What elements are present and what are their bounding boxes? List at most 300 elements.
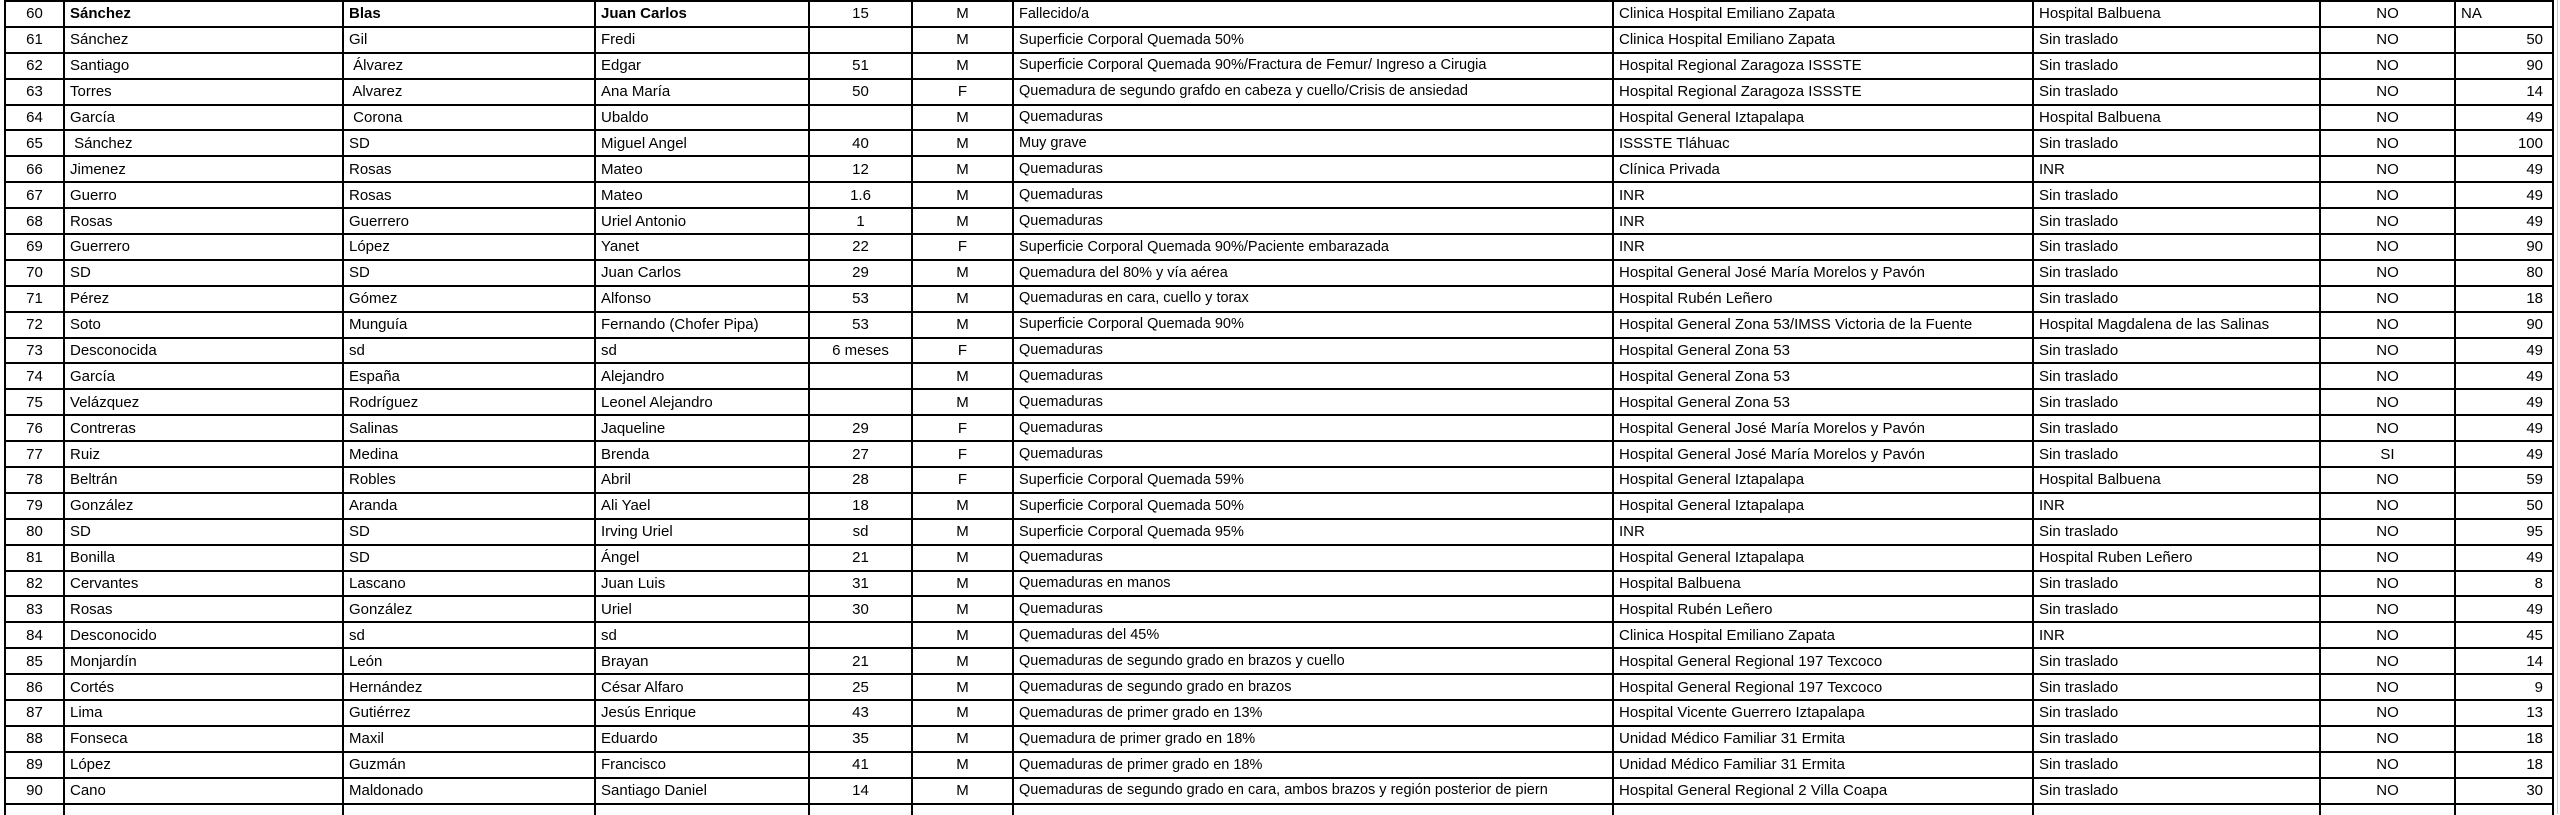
cell-apellido-materno[interactable]: Gutiérrez [344,701,596,725]
cell-apellido-materno[interactable]: Guerrero [344,209,596,233]
cell-edad[interactable]: 29 [810,261,913,285]
cell-numero[interactable]: 76 [6,416,65,440]
cell-numero[interactable]: 60 [6,2,65,26]
cell-indicador-si-no[interactable]: NO [2321,520,2456,544]
cell-porcentaje[interactable]: 49 [2456,546,2554,570]
cell-diagnostico[interactable]: Quemaduras [1014,597,1614,621]
cell-apellido-paterno[interactable]: Torres [65,80,344,104]
cell-unidad-medica[interactable]: Clinica Hospital Emiliano Zapata [1614,28,2034,52]
cell-indicador-si-no[interactable]: NO [2321,597,2456,621]
cell-nombre[interactable]: Miguel Angel [596,131,810,155]
cell-sexo[interactable]: M [913,753,1014,777]
cell-traslado[interactable]: Sin traslado [2034,701,2321,725]
cell-numero[interactable]: 86 [6,675,65,699]
cell-nombre[interactable]: sd [596,623,810,647]
cell-diagnostico[interactable]: Superficie Corporal Quemada 95% [1014,520,1614,544]
cell-diagnostico[interactable]: Fallecido/a [1014,2,1614,26]
cell-indicador-si-no[interactable]: NO [2321,2,2456,26]
cell-edad[interactable]: 53 [810,287,913,311]
cell-empty[interactable] [2321,805,2456,815]
cell-diagnostico[interactable]: Superficie Corporal Quemada 90%/Paciente embarazada [1014,235,1614,259]
cell-traslado[interactable]: Sin traslado [2034,287,2321,311]
cell-apellido-paterno[interactable]: Soto [65,313,344,337]
cell-traslado[interactable]: Sin traslado [2034,572,2321,596]
cell-porcentaje[interactable]: 45 [2456,623,2554,647]
cell-nombre[interactable]: Abril [596,468,810,492]
cell-sexo[interactable]: M [913,727,1014,751]
cell-porcentaje[interactable]: 80 [2456,261,2554,285]
cell-empty[interactable] [6,805,65,815]
cell-traslado[interactable]: Sin traslado [2034,183,2321,207]
cell-apellido-materno[interactable]: López [344,235,596,259]
cell-sexo[interactable]: F [913,416,1014,440]
cell-diagnostico[interactable]: Quemaduras [1014,364,1614,388]
cell-unidad-medica[interactable]: ISSSTE Tláhuac [1614,131,2034,155]
cell-porcentaje[interactable]: 14 [2456,649,2554,673]
cell-numero[interactable]: 89 [6,753,65,777]
cell-empty[interactable] [65,805,344,815]
cell-apellido-paterno[interactable]: Sánchez [65,131,344,155]
cell-porcentaje[interactable]: 95 [2456,520,2554,544]
cell-sexo[interactable]: F [913,339,1014,363]
cell-edad[interactable]: 25 [810,675,913,699]
cell-nombre[interactable]: Irving Uriel [596,520,810,544]
cell-edad[interactable]: sd [810,520,913,544]
cell-edad[interactable]: 30 [810,597,913,621]
cell-indicador-si-no[interactable]: NO [2321,675,2456,699]
cell-apellido-materno[interactable]: España [344,364,596,388]
cell-porcentaje[interactable]: 49 [2456,339,2554,363]
cell-sexo[interactable]: M [913,313,1014,337]
cell-nombre[interactable]: Juan Carlos [596,261,810,285]
cell-diagnostico[interactable]: Quemaduras de primer grado en 13% [1014,701,1614,725]
cell-apellido-materno[interactable]: Maxil [344,727,596,751]
cell-numero[interactable]: 87 [6,701,65,725]
cell-sexo[interactable]: F [913,235,1014,259]
cell-diagnostico[interactable]: Quemadura de segundo grafdo en cabeza y cuello/Crisis de ansiedad [1014,80,1614,104]
cell-diagnostico[interactable]: Quemadura del 80% y vía aérea [1014,261,1614,285]
cell-porcentaje[interactable]: 100 [2456,131,2554,155]
cell-edad[interactable]: 31 [810,572,913,596]
cell-nombre[interactable]: Eduardo [596,727,810,751]
cell-apellido-paterno[interactable]: López [65,753,344,777]
cell-unidad-medica[interactable]: Hospital General José María Morelos y Pavón [1614,416,2034,440]
cell-indicador-si-no[interactable]: NO [2321,235,2456,259]
cell-apellido-materno[interactable]: Maldonado [344,779,596,803]
cell-diagnostico[interactable]: Superficie Corporal Quemada 50% [1014,28,1614,52]
cell-numero[interactable]: 74 [6,364,65,388]
cell-unidad-medica[interactable]: Clinica Hospital Emiliano Zapata [1614,623,2034,647]
cell-apellido-materno[interactable]: Medina [344,442,596,466]
cell-sexo[interactable]: M [913,390,1014,414]
cell-numero[interactable]: 79 [6,494,65,518]
cell-traslado[interactable]: Hospital Magdalena de las Salinas [2034,313,2321,337]
cell-porcentaje[interactable]: 49 [2456,390,2554,414]
cell-edad[interactable]: 40 [810,131,913,155]
cell-sexo[interactable]: M [913,546,1014,570]
cell-porcentaje[interactable]: 90 [2456,54,2554,78]
cell-indicador-si-no[interactable]: NO [2321,649,2456,673]
cell-edad[interactable] [810,28,913,52]
cell-porcentaje[interactable]: 49 [2456,364,2554,388]
cell-indicador-si-no[interactable]: NO [2321,390,2456,414]
cell-apellido-paterno[interactable]: Santiago [65,54,344,78]
cell-edad[interactable]: 27 [810,442,913,466]
cell-sexo[interactable]: M [913,28,1014,52]
cell-sexo[interactable]: M [913,364,1014,388]
cell-indicador-si-no[interactable]: NO [2321,313,2456,337]
cell-sexo[interactable]: M [913,649,1014,673]
cell-unidad-medica[interactable]: INR [1614,209,2034,233]
cell-indicador-si-no[interactable]: NO [2321,494,2456,518]
cell-apellido-paterno[interactable]: Fonseca [65,727,344,751]
cell-porcentaje[interactable]: 13 [2456,701,2554,725]
cell-numero[interactable]: 85 [6,649,65,673]
cell-apellido-materno[interactable]: Rosas [344,183,596,207]
cell-apellido-materno[interactable]: Corona [344,106,596,130]
cell-unidad-medica[interactable]: Hospital Regional Zaragoza ISSSTE [1614,80,2034,104]
cell-traslado[interactable]: Hospital Balbuena [2034,2,2321,26]
cell-apellido-materno[interactable]: SD [344,261,596,285]
cell-unidad-medica[interactable]: INR [1614,235,2034,259]
cell-nombre[interactable]: Juan Luis [596,572,810,596]
cell-unidad-medica[interactable]: Hospital Balbuena [1614,572,2034,596]
cell-porcentaje[interactable]: 8 [2456,572,2554,596]
cell-numero[interactable]: 63 [6,80,65,104]
cell-sexo[interactable]: M [913,261,1014,285]
cell-indicador-si-no[interactable]: NO [2321,339,2456,363]
cell-sexo[interactable]: F [913,468,1014,492]
cell-apellido-materno[interactable]: Rodríguez [344,390,596,414]
cell-unidad-medica[interactable]: Clínica Privada [1614,157,2034,181]
cell-diagnostico[interactable]: Quemaduras de segundo grado en brazos [1014,675,1614,699]
cell-traslado[interactable]: Sin traslado [2034,131,2321,155]
cell-indicador-si-no[interactable]: NO [2321,157,2456,181]
cell-nombre[interactable]: Alejandro [596,364,810,388]
cell-indicador-si-no[interactable]: NO [2321,546,2456,570]
cell-apellido-paterno[interactable]: Contreras [65,416,344,440]
cell-edad[interactable]: 35 [810,727,913,751]
cell-nombre[interactable]: Mateo [596,157,810,181]
cell-apellido-paterno[interactable]: Guerro [65,183,344,207]
cell-edad[interactable]: 18 [810,494,913,518]
cell-traslado[interactable]: Sin traslado [2034,261,2321,285]
cell-indicador-si-no[interactable]: NO [2321,701,2456,725]
cell-diagnostico[interactable]: Quemaduras [1014,106,1614,130]
cell-edad[interactable]: 1.6 [810,183,913,207]
cell-numero[interactable]: 61 [6,28,65,52]
cell-traslado[interactable]: Sin traslado [2034,80,2321,104]
cell-nombre[interactable]: Ángel [596,546,810,570]
cell-apellido-paterno[interactable]: Desconocida [65,339,344,363]
cell-indicador-si-no[interactable]: NO [2321,131,2456,155]
cell-nombre[interactable]: sd [596,339,810,363]
cell-apellido-materno[interactable]: Álvarez [344,54,596,78]
cell-porcentaje[interactable]: 50 [2456,494,2554,518]
cell-nombre[interactable]: Jesús Enrique [596,701,810,725]
cell-sexo[interactable]: M [913,157,1014,181]
cell-nombre[interactable]: Jaqueline [596,416,810,440]
cell-indicador-si-no[interactable]: NO [2321,727,2456,751]
cell-porcentaje[interactable]: 49 [2456,157,2554,181]
cell-sexo[interactable]: F [913,80,1014,104]
cell-empty[interactable] [2456,805,2554,815]
cell-diagnostico[interactable]: Quemaduras [1014,339,1614,363]
cell-diagnostico[interactable]: Superficie Corporal Quemada 90%/Fractura de Femur/ Ingreso a Cirugia [1014,54,1614,78]
cell-edad[interactable]: 50 [810,80,913,104]
cell-nombre[interactable]: Alfonso [596,287,810,311]
cell-numero[interactable]: 77 [6,442,65,466]
cell-unidad-medica[interactable]: Clinica Hospital Emiliano Zapata [1614,2,2034,26]
cell-numero[interactable]: 72 [6,313,65,337]
cell-indicador-si-no[interactable]: NO [2321,106,2456,130]
cell-traslado[interactable]: Sin traslado [2034,28,2321,52]
cell-sexo[interactable]: M [913,106,1014,130]
cell-indicador-si-no[interactable]: NO [2321,28,2456,52]
cell-apellido-paterno[interactable]: Velázquez [65,390,344,414]
cell-traslado[interactable]: Sin traslado [2034,209,2321,233]
cell-apellido-materno[interactable]: Salinas [344,416,596,440]
cell-numero[interactable]: 67 [6,183,65,207]
cell-unidad-medica[interactable]: Hospital General Zona 53/IMSS Victoria de la Fuente [1614,313,2034,337]
cell-porcentaje[interactable]: 9 [2456,675,2554,699]
cell-nombre[interactable]: Fredi [596,28,810,52]
cell-nombre[interactable]: Juan Carlos [596,2,810,26]
cell-sexo[interactable]: M [913,131,1014,155]
cell-diagnostico[interactable]: Quemaduras [1014,209,1614,233]
cell-unidad-medica[interactable]: Hospital General Zona 53 [1614,390,2034,414]
cell-numero[interactable]: 70 [6,261,65,285]
cell-indicador-si-no[interactable]: NO [2321,183,2456,207]
cell-edad[interactable]: 28 [810,468,913,492]
cell-traslado[interactable]: Sin traslado [2034,727,2321,751]
cell-numero[interactable]: 78 [6,468,65,492]
cell-edad[interactable]: 12 [810,157,913,181]
cell-nombre[interactable]: Brenda [596,442,810,466]
cell-apellido-paterno[interactable]: Rosas [65,209,344,233]
cell-apellido-paterno[interactable]: Beltrán [65,468,344,492]
cell-edad[interactable]: 53 [810,313,913,337]
cell-apellido-paterno[interactable]: Rosas [65,597,344,621]
cell-numero[interactable]: 82 [6,572,65,596]
cell-unidad-medica[interactable]: Hospital Rubén Leñero [1614,597,2034,621]
cell-apellido-materno[interactable]: sd [344,339,596,363]
cell-edad[interactable] [810,106,913,130]
cell-sexo[interactable]: M [913,287,1014,311]
cell-numero[interactable]: 83 [6,597,65,621]
cell-apellido-materno[interactable]: sd [344,623,596,647]
cell-nombre[interactable]: Ana María [596,80,810,104]
cell-edad[interactable]: 14 [810,779,913,803]
cell-apellido-materno[interactable]: Gil [344,28,596,52]
cell-numero[interactable]: 68 [6,209,65,233]
cell-apellido-paterno[interactable]: Sánchez [65,28,344,52]
cell-unidad-medica[interactable]: INR [1614,183,2034,207]
cell-unidad-medica[interactable]: Hospital General Zona 53 [1614,339,2034,363]
cell-traslado[interactable]: Sin traslado [2034,753,2321,777]
cell-traslado[interactable]: INR [2034,157,2321,181]
cell-empty[interactable] [596,805,810,815]
cell-traslado[interactable]: Sin traslado [2034,416,2321,440]
cell-unidad-medica[interactable]: Hospital General Iztapalapa [1614,468,2034,492]
cell-diagnostico[interactable]: Quemaduras de primer grado en 18% [1014,753,1614,777]
cell-apellido-paterno[interactable]: SD [65,520,344,544]
cell-traslado[interactable]: Sin traslado [2034,235,2321,259]
cell-apellido-materno[interactable]: SD [344,131,596,155]
cell-indicador-si-no[interactable]: NO [2321,753,2456,777]
cell-empty[interactable] [1014,805,1614,815]
cell-apellido-paterno[interactable]: Cervantes [65,572,344,596]
cell-empty[interactable] [2034,805,2321,815]
cell-numero[interactable]: 90 [6,779,65,803]
cell-diagnostico[interactable]: Quemaduras de segundo grado en brazos y cuello [1014,649,1614,673]
cell-diagnostico[interactable]: Muy grave [1014,131,1614,155]
cell-numero[interactable]: 64 [6,106,65,130]
cell-edad[interactable]: 43 [810,701,913,725]
cell-nombre[interactable]: Francisco [596,753,810,777]
cell-edad[interactable]: 51 [810,54,913,78]
cell-porcentaje[interactable]: 90 [2456,313,2554,337]
cell-traslado[interactable]: Sin traslado [2034,649,2321,673]
cell-nombre[interactable]: Ali Yael [596,494,810,518]
cell-numero[interactable]: 75 [6,390,65,414]
cell-indicador-si-no[interactable]: NO [2321,468,2456,492]
cell-empty[interactable] [1614,805,2034,815]
cell-porcentaje[interactable]: 59 [2456,468,2554,492]
cell-apellido-paterno[interactable]: Cano [65,779,344,803]
cell-porcentaje[interactable]: 49 [2456,209,2554,233]
cell-indicador-si-no[interactable]: NO [2321,80,2456,104]
cell-numero[interactable]: 84 [6,623,65,647]
cell-sexo[interactable]: M [913,183,1014,207]
cell-apellido-paterno[interactable]: Lima [65,701,344,725]
cell-indicador-si-no[interactable]: NO [2321,623,2456,647]
cell-sexo[interactable]: F [913,442,1014,466]
cell-indicador-si-no[interactable]: SI [2321,442,2456,466]
cell-apellido-materno[interactable]: Hernández [344,675,596,699]
cell-numero[interactable]: 88 [6,727,65,751]
cell-nombre[interactable]: Yanet [596,235,810,259]
cell-nombre[interactable]: Leonel Alejandro [596,390,810,414]
cell-edad[interactable] [810,623,913,647]
cell-apellido-paterno[interactable]: García [65,364,344,388]
cell-edad[interactable]: 21 [810,649,913,673]
cell-porcentaje[interactable]: 18 [2456,753,2554,777]
cell-empty[interactable] [913,805,1014,815]
cell-unidad-medica[interactable]: Hospital General Iztapalapa [1614,494,2034,518]
cell-unidad-medica[interactable]: Hospital Rubén Leñero [1614,287,2034,311]
cell-porcentaje[interactable]: 90 [2456,235,2554,259]
cell-apellido-paterno[interactable]: Bonilla [65,546,344,570]
cell-porcentaje[interactable]: 30 [2456,779,2554,803]
cell-edad[interactable]: 6 meses [810,339,913,363]
cell-diagnostico[interactable]: Quemaduras [1014,390,1614,414]
cell-diagnostico[interactable]: Quemaduras [1014,546,1614,570]
cell-apellido-paterno[interactable]: Cortés [65,675,344,699]
cell-traslado[interactable]: Sin traslado [2034,597,2321,621]
cell-nombre[interactable]: César Alfaro [596,675,810,699]
cell-diagnostico[interactable]: Quemaduras en cara, cuello y torax [1014,287,1614,311]
cell-apellido-materno[interactable]: Guzmán [344,753,596,777]
cell-sexo[interactable]: M [913,54,1014,78]
cell-diagnostico[interactable]: Quemaduras [1014,183,1614,207]
cell-diagnostico[interactable]: Superficie Corporal Quemada 90% [1014,313,1614,337]
cell-sexo[interactable]: M [913,572,1014,596]
cell-traslado[interactable]: Sin traslado [2034,779,2321,803]
cell-apellido-materno[interactable]: SD [344,520,596,544]
cell-apellido-paterno[interactable]: Monjardín [65,649,344,673]
cell-nombre[interactable]: Santiago Daniel [596,779,810,803]
cell-indicador-si-no[interactable]: NO [2321,261,2456,285]
cell-indicador-si-no[interactable]: NO [2321,572,2456,596]
cell-sexo[interactable]: M [913,675,1014,699]
cell-unidad-medica[interactable]: Hospital General Regional 2 Villa Coapa [1614,779,2034,803]
cell-unidad-medica[interactable]: Hospital General Iztapalapa [1614,106,2034,130]
cell-unidad-medica[interactable]: Unidad Médico Familiar 31 Ermita [1614,727,2034,751]
cell-apellido-paterno[interactable]: González [65,494,344,518]
cell-apellido-materno[interactable]: Lascano [344,572,596,596]
cell-diagnostico[interactable]: Superficie Corporal Quemada 50% [1014,494,1614,518]
cell-apellido-paterno[interactable]: Sánchez [65,2,344,26]
cell-unidad-medica[interactable]: Hospital General Regional 197 Texcoco [1614,675,2034,699]
cell-traslado[interactable]: INR [2034,494,2321,518]
cell-unidad-medica[interactable]: Hospital General José María Morelos y Pavón [1614,442,2034,466]
cell-empty[interactable] [344,805,596,815]
cell-porcentaje[interactable]: 49 [2456,183,2554,207]
cell-nombre[interactable]: Brayan [596,649,810,673]
cell-indicador-si-no[interactable]: NO [2321,364,2456,388]
cell-edad[interactable]: 21 [810,546,913,570]
cell-numero[interactable]: 65 [6,131,65,155]
cell-sexo[interactable]: M [913,623,1014,647]
cell-unidad-medica[interactable]: Hospital General Iztapalapa [1614,546,2034,570]
cell-traslado[interactable]: Hospital Balbuena [2034,468,2321,492]
cell-unidad-medica[interactable]: INR [1614,520,2034,544]
cell-apellido-paterno[interactable]: Guerrero [65,235,344,259]
cell-unidad-medica[interactable]: Hospital Vicente Guerrero Iztapalapa [1614,701,2034,725]
cell-traslado[interactable]: Sin traslado [2034,339,2321,363]
cell-numero[interactable]: 80 [6,520,65,544]
cell-numero[interactable]: 73 [6,339,65,363]
cell-numero[interactable]: 69 [6,235,65,259]
cell-diagnostico[interactable]: Quemaduras [1014,442,1614,466]
cell-nombre[interactable]: Edgar [596,54,810,78]
cell-edad[interactable] [810,364,913,388]
cell-unidad-medica[interactable]: Unidad Médico Familiar 31 Ermita [1614,753,2034,777]
cell-apellido-paterno[interactable]: Jimenez [65,157,344,181]
cell-sexo[interactable]: M [913,779,1014,803]
cell-nombre[interactable]: Uriel [596,597,810,621]
cell-nombre[interactable]: Ubaldo [596,106,810,130]
cell-porcentaje[interactable]: 50 [2456,28,2554,52]
cell-traslado[interactable]: Hospital Ruben Leñero [2034,546,2321,570]
cell-diagnostico[interactable]: Quemaduras [1014,157,1614,181]
cell-traslado[interactable]: Sin traslado [2034,54,2321,78]
cell-sexo[interactable]: M [913,701,1014,725]
cell-indicador-si-no[interactable]: NO [2321,209,2456,233]
cell-porcentaje[interactable]: 49 [2456,416,2554,440]
cell-unidad-medica[interactable]: Hospital General Zona 53 [1614,364,2034,388]
cell-unidad-medica[interactable]: Hospital Regional Zaragoza ISSSTE [1614,54,2034,78]
cell-edad[interactable]: 15 [810,2,913,26]
cell-sexo[interactable]: M [913,494,1014,518]
cell-porcentaje[interactable]: 14 [2456,80,2554,104]
cell-nombre[interactable]: Uriel Antonio [596,209,810,233]
cell-diagnostico[interactable]: Superficie Corporal Quemada 59% [1014,468,1614,492]
cell-numero[interactable]: 62 [6,54,65,78]
cell-numero[interactable]: 66 [6,157,65,181]
cell-apellido-paterno[interactable]: SD [65,261,344,285]
